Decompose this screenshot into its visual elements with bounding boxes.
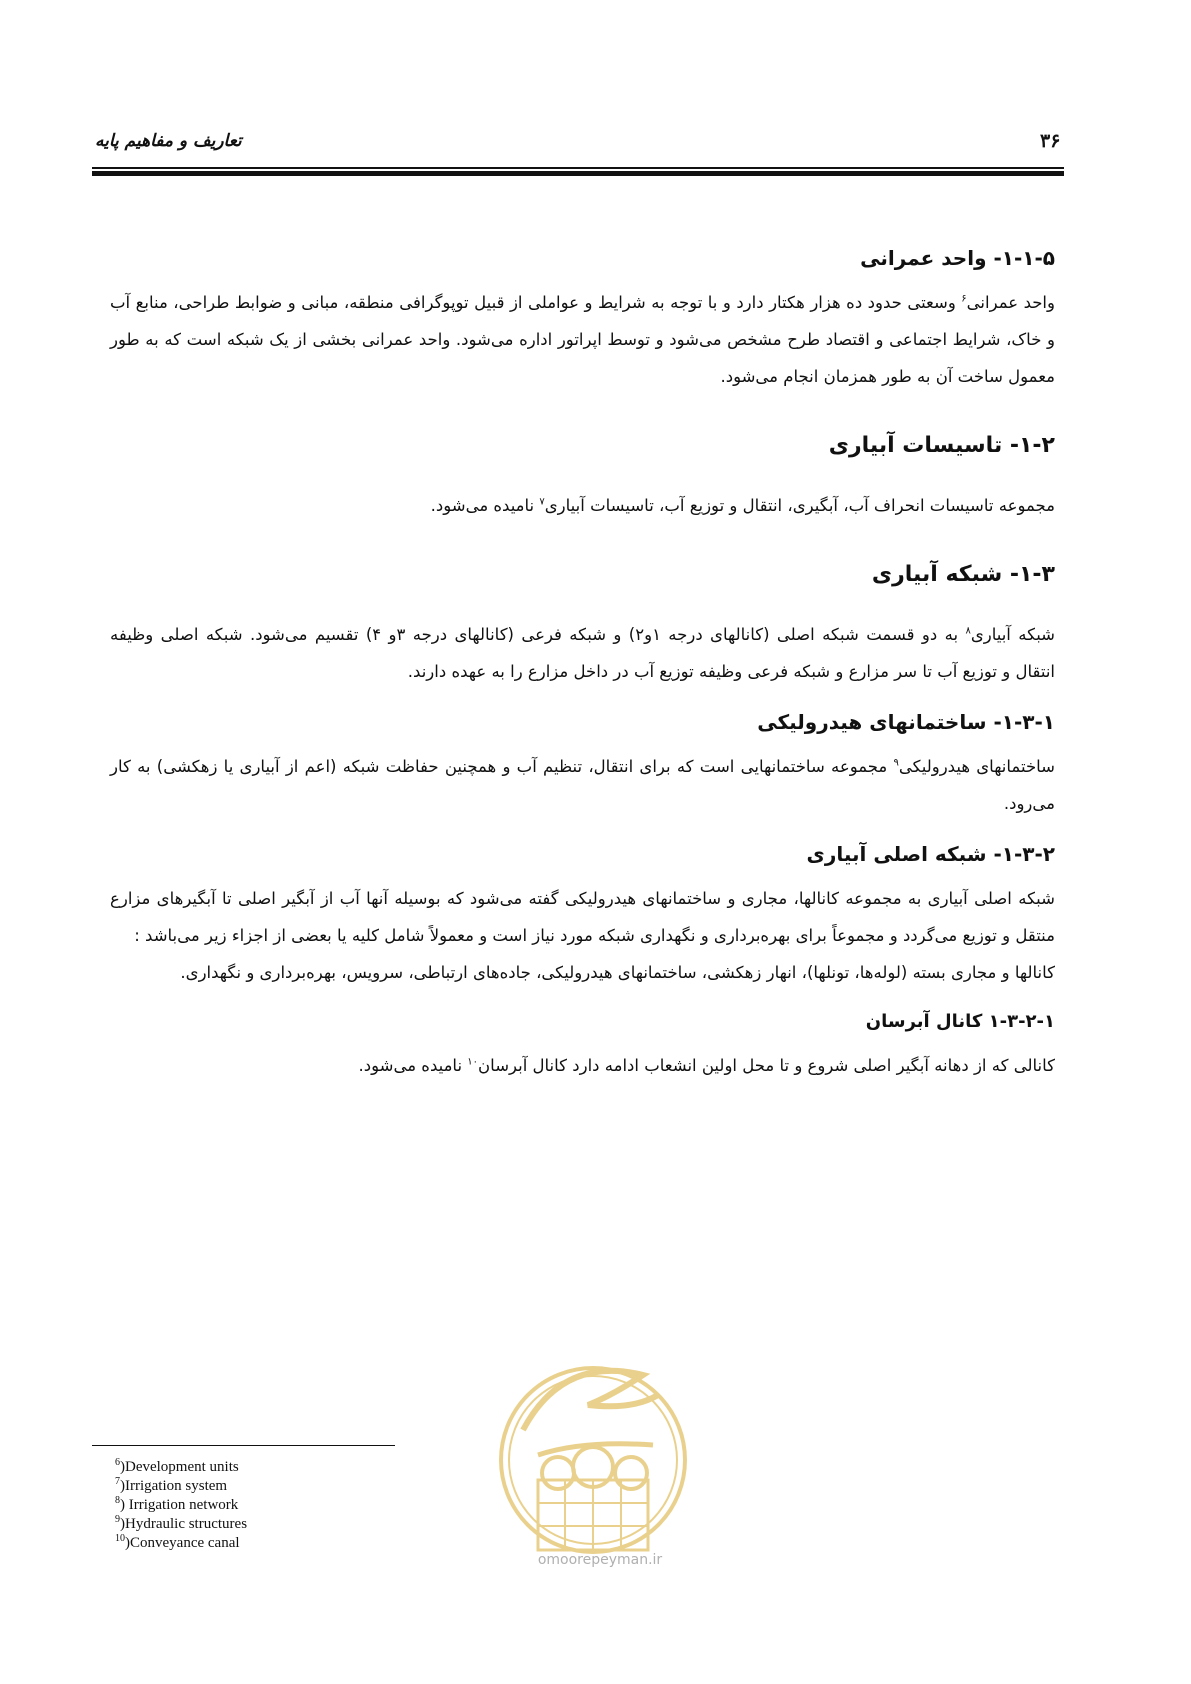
footnote-number: 10 <box>115 1533 125 1544</box>
footnote-text: )Conveyance canal <box>125 1535 240 1551</box>
section-heading-irrigation-facilities: ۱-۲- تاسیسات آبیاری <box>828 433 1055 458</box>
footnote-number: 7 <box>115 1476 120 1487</box>
footnote-number: 9 <box>115 1514 120 1525</box>
footnote-item <box>115 1458 435 1477</box>
paragraph-main-network-components: کانالها و مجاری بسته (لوله‌ها، تونلها)، انهار زهکشی، ساختمانهای هیدرولیکی، جاده‌های ارتباطی، سرویس، بهره‌برداری و نگهداری. <box>180 963 1055 982</box>
footnote-text: )Hydraulic structures <box>120 1516 248 1532</box>
running-title: تعاریف و مفاهیم پایه <box>95 131 242 151</box>
footnote-item <box>115 1534 435 1553</box>
footnote-number: 8 <box>115 1495 120 1506</box>
footnote-separator <box>92 1445 395 1446</box>
section-heading-hydraulic-structures: ۱-۳-۱- ساختمانهای هیدرولیکی <box>757 710 1055 734</box>
footnote-text: )Irrigation system <box>120 1478 228 1494</box>
footnote-item <box>115 1515 435 1534</box>
section-heading-main-irrigation-network: ۱-۳-۲- شبکه اصلی آبیاری <box>806 842 1055 866</box>
section-heading-irrigation-network: ۱-۳- شبکه آبیاری <box>871 562 1055 587</box>
footnote-ref: ۸ <box>965 625 971 637</box>
page-header <box>0 0 1191 180</box>
footnote-ref: ۹ <box>893 757 899 769</box>
watermark-url: omoorepeyman.ir <box>537 1552 663 1568</box>
paragraph-main-network-definition: شبکه اصلی آبیاری به مجموعه کانالها، مجاری و ساختمانهای هیدرولیکی گفته می‌شود که بوسیله آنها آب از آبگیر اصلی تا آبگیرهای مزارع منتقل و توزیع می‌گردد و مجموعاً برای بهره‌برداری و نگهداری شبکه مورد نیاز است و معمولاً شامل کلیه یا بعضی از اجزاء زیر می‌باشد : <box>110 889 1055 945</box>
paragraph-irrigation-network: شبکه آبیاری$^۸$ به دو قسمت شبکه اصلی (کانالهای درجه ۱و۲) و شبکه فرعی (کانالهای درجه ۳و ۴) تقسیم می‌شود. شبکه اصلی وظیفه انتقال و توزیع آب تا سر مزارع و شبکه فرعی وظیفه توزیع آب در داخل مزارع را به عهده دارند. <box>110 625 1056 681</box>
header-rule-thin <box>92 167 1064 169</box>
section-heading-development-unit: ۱-۱-۵- واحد عمرانی <box>860 246 1055 270</box>
footnote-text: ) Irrigation network <box>120 1497 239 1513</box>
paragraph-conveyance-canal: کانالی که از دهانه آبگیر اصلی شروع و تا محل اولین انشعاب ادامه دارد کانال آبرسان$^{۱۰}$ نامیده می‌شود. <box>358 1056 1055 1075</box>
footnote-item <box>115 1496 435 1515</box>
page-body <box>110 240 1055 1084</box>
section-heading-conveyance-canal: ۱-۳-۲-۱ کانال آبرسان <box>865 1011 1055 1032</box>
page-number: ۳۶ <box>1040 130 1061 152</box>
footnote-ref: ۶ <box>961 293 967 305</box>
footnote-number: 6 <box>115 1457 120 1468</box>
footnotes <box>115 1458 435 1553</box>
footnote-ref: ۷ <box>539 496 545 508</box>
footnote-item <box>115 1477 435 1496</box>
footnote-ref: ۱۰ <box>467 1056 479 1068</box>
paragraph-irrigation-facilities: مجموعه تاسیسات انحراف آب، آبگیری، انتقال و توزیع آب، تاسیسات آبیاری$^۷$ نامیده می‌شود. <box>430 496 1055 515</box>
header-rule-thick <box>92 171 1064 176</box>
footnote-text: )Development units <box>120 1459 239 1475</box>
paragraph-hydraulic-structures: ساختمانهای هیدرولیکی$^۹$ مجموعه ساختمانهایی است که برای انتقال، تنظیم آب و همچنین حفاظت شبکه (اعم از آبیاری یا زهکشی) به کار می‌رود. <box>110 757 1055 813</box>
paragraph-development-unit: واحد عمرانی$^۶$ وسعتی حدود ده هزار هکتار دارد و با توجه به شرایط و عواملی از قبیل توپوگرافی منطقه، مبانی و ضوابط طراحی، منابع آب و خاک، شرایط اجتماعی و اقتصاد طرح مشخص می‌شود و توسط اپراتور اداره می‌شود. واحد عمرانی بخشی از یک شبکه است که به طور معمول ساخت آن به طور همزمان انجام می‌شود. <box>110 293 1055 386</box>
